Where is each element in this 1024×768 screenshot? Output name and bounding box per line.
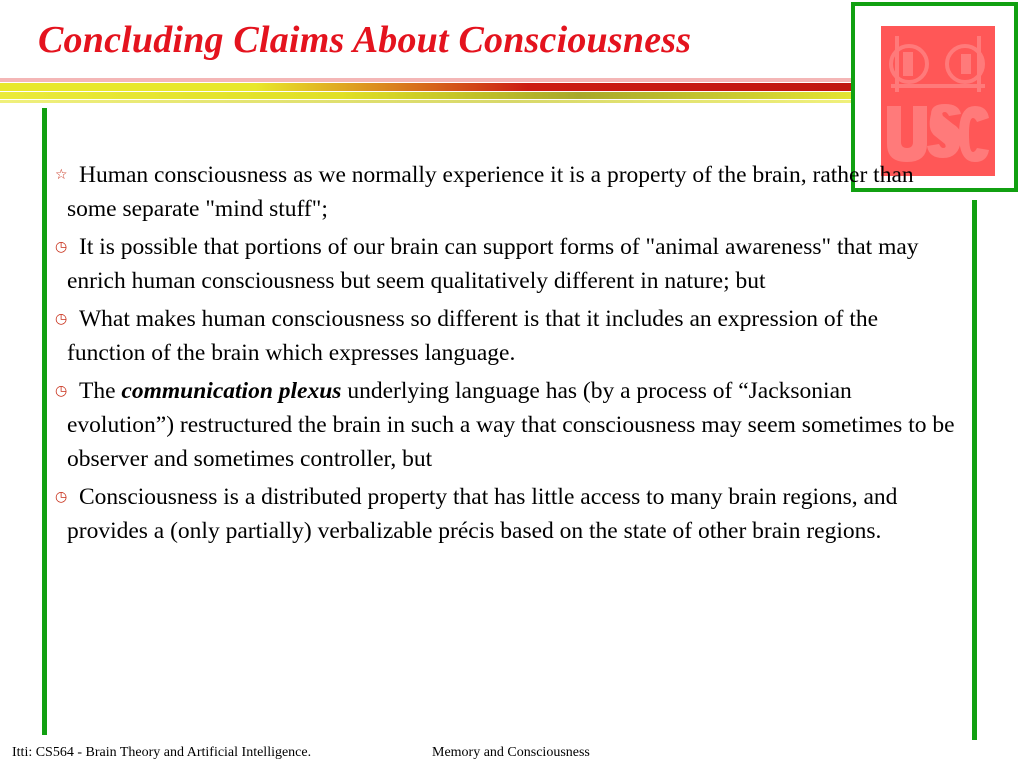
clock-icon: ◷: [55, 383, 68, 399]
bullet-list: [56, 158, 956, 552]
star-outline-icon: ☆: [55, 167, 68, 183]
title-underline-stripe: [0, 78, 852, 82]
right-accent-bar: [972, 200, 977, 740]
usc-logo: [881, 26, 995, 176]
bullet-text-pre: The: [79, 378, 122, 404]
footer-course: Itti: CS564 - Brain Theory and Artificial Intelligence.: [12, 745, 312, 760]
bullet-text: [67, 378, 955, 472]
bullet-text-post: underlying language has (by a process of “Jacksonian evolution”) restructured the brain in such a way that consciousness may seem sometimes to be observer and sometimes controller, but: [67, 378, 955, 472]
bullet-text: Human consciousness as we normally experience it is a property of the brain, rather than some separate "mind stuff";: [67, 162, 914, 222]
emphasis-term: communication plexus: [121, 378, 342, 404]
bullet-text: What makes human consciousness so different is that it includes an expression of the function of the brain which expresses language.: [67, 306, 879, 366]
bullet-text: Consciousness is a distributed property that has little access to many brain regions, and provides a (only partially) verbalizable précis based on the state of other brain regions.: [67, 484, 898, 544]
footer-topic: Memory and Consciousness: [432, 745, 590, 760]
left-accent-bar: [42, 108, 47, 735]
bullet-item: [56, 374, 956, 476]
clock-icon: ◷: [55, 489, 68, 505]
clock-icon: ◷: [55, 311, 68, 327]
clock-icon: ◷: [55, 239, 68, 255]
title-underline-stripe: [0, 83, 852, 91]
slide-title: Concluding Claims About Consciousness: [38, 19, 692, 61]
title-underline-stripe: [0, 92, 852, 99]
bullet-item: [56, 158, 956, 226]
bullet-item: [56, 480, 956, 548]
bullet-item: [56, 302, 956, 370]
bullet-item: [56, 230, 956, 298]
title-underline-stripe: [0, 100, 852, 103]
bullet-text: It is possible that portions of our brain can support forms of "animal awareness" that may enrich human consciousness but seem qualitatively different in nature; but: [67, 234, 919, 294]
